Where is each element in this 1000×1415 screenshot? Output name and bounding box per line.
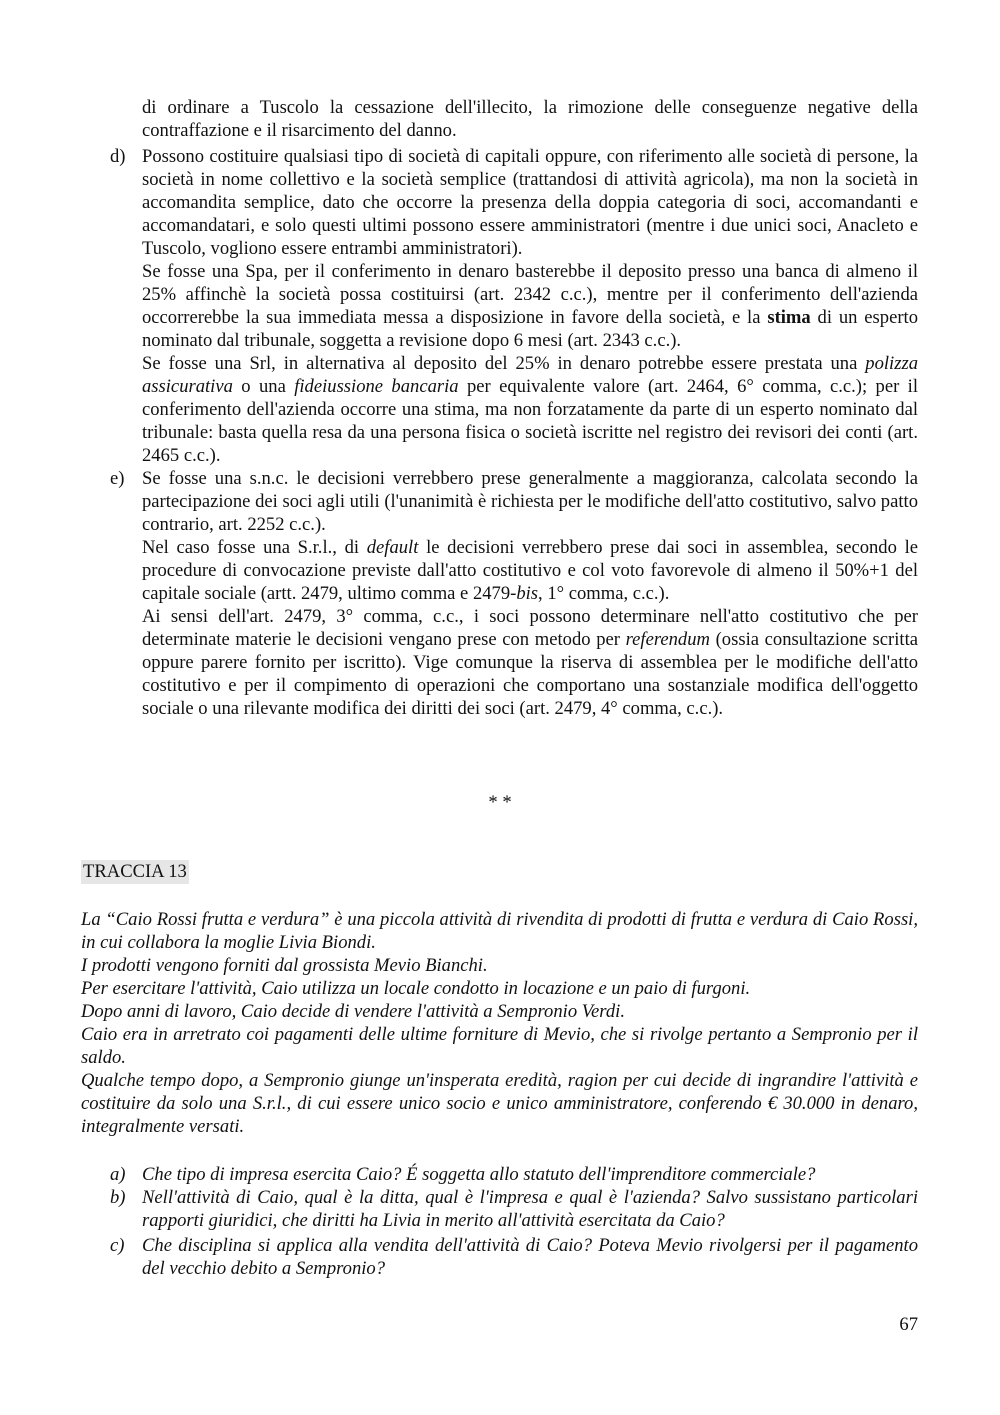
case-sentence-5: Caio era in arretrato coi pagamenti delle ultime forniture di Mevio, che si rivolge pertanto a Sempronio per il saldo. — [81, 1024, 918, 1068]
answer-e-paragraph-2: Nel caso fosse una S.r.l., di default le decisioni verrebbero prese dai soci in assemblea, secondo le procedure di convocazione previste dall'atto costitutivo e col voto favorevole di almeno il 50%+1 del capitale sociale (artt. 2479, ultimo comma e 2479-bis, 1° comma, c.c.). — [142, 537, 918, 604]
case-sentence-1: La “Caio Rossi frutta e verdura” è una piccola attività di rivendita di prodotti di frutta e verdura di Caio Rossi, in cui collabora la moglie Livia Biondi. — [81, 909, 918, 953]
answer-d-paragraph-2: Se fosse una Spa, per il conferimento in denaro basterebbe il deposito presso una banca di almeno il 25% affinchè la società possa costituirsi (art. 2342 c.c.), mentre per il conferimento dell'azienda occorrerebbe la sua immediata messa a disposizione in favore della società, e la stima di un esperto nominato dal tribunale, soggetta a revisione dopo 6 mesi (art. 2343 c.c.). — [142, 261, 918, 351]
case-sentence-4: Dopo anni di lavoro, Caio decide di vendere l'attività a Sempronio Verdi. — [81, 1001, 625, 1022]
case-sentence-3: Per esercitare l'attività, Caio utilizza un locale condotto in locazione e un paio di furgoni. — [81, 978, 751, 999]
question-b-label: b) — [110, 1187, 126, 1208]
case-description — [81, 908, 918, 1138]
section-separator: * * — [488, 792, 512, 813]
answer-d-body — [142, 145, 918, 467]
case-sentence-6: Qualche tempo dopo, a Sempronio giunge un'insperata eredità, ragion per cui decide di ingrandire l'attività e costituire da solo una S.r.l., di cui essere unico socio e unico amministratore, conferendo € 30.000 in denaro, integralmente versati. — [81, 1070, 918, 1137]
page-number: 67 — [899, 1314, 918, 1335]
question-b-text: Nell'attività di Caio, qual è la ditta, qual è l'impresa e qual è l'azienda? Salvo sussistano particolari rapporti giuridici, che diritti ha Livia in merito all'attività esercitata da Caio? — [142, 1187, 918, 1231]
question-c-text: Che disciplina si applica alla vendita dell'attività di Caio? Poteva Mevio rivolgersi per il pagamento del vecchio debito a Sempronio? — [142, 1235, 918, 1279]
answer-d-label: d) — [110, 146, 126, 167]
continuation-paragraph: di ordinare a Tuscolo la cessazione dell'illecito, la rimozione delle conseguenze negative della contraffazione e il risarcimento del danno. — [142, 97, 918, 141]
question-a-label: a) — [110, 1164, 126, 1185]
answer-d-paragraph-1: Possono costituire qualsiasi tipo di società di capitali oppure, con riferimento alle società di persone, la società in nome collettivo e la società semplice (trattandosi di attività agricola), ma non la società in accomandita semplice, dato che occorre la presenza della doppia categoria di soci, accomandanti e accomandatari, e solo questi ultimi possono essere amministratori (mentre i due unici soci, Anacleto e Tuscolo, vogliono essere entrambi amministratori). — [142, 146, 918, 259]
answer-e-label: e) — [110, 468, 125, 489]
section-heading: TRACCIA 13 — [83, 861, 187, 882]
question-a-text: Che tipo di impresa esercita Caio? É soggetta allo statuto dell'imprenditore commerciale? — [142, 1164, 816, 1185]
question-c-label: c) — [110, 1235, 125, 1256]
case-sentence-2: I prodotti vengono forniti dal grossista Mevio Bianchi. — [81, 955, 488, 976]
answer-e-body — [142, 467, 918, 720]
answer-d-paragraph-3: Se fosse una Srl, in alternativa al deposito del 25% in denaro potrebbe essere prestata una polizza assicurativa o una fideiussione bancaria per equivalente valore (art. 2464, 6° comma, c.c.); per il conferimento dell'azienda occorre una stima, ma non forzatamente da parte di un esperto nominato dal tribunale: basta quella resa da una persona fisica o società iscritte nel registro dei revisori dei conti (art. 2465 c.c.). — [142, 353, 918, 466]
answer-e-paragraph-1: Se fosse una s.n.c. le decisioni verrebbero prese generalmente a maggioranza, calcolata secondo la partecipazione dei soci agli utili (l'unanimità è richiesta per le modifiche dell'atto costitutivo, salvo patto contrario, art. 2252 c.c.). — [142, 468, 918, 535]
answer-e-paragraph-3: Ai sensi dell'art. 2479, 3° comma, c.c., i soci possono determinare nell'atto costitutivo che per determinate materie le decisioni vengano prese con metodo per referendum (ossia consultazione scritta oppure parere fornito per iscritto). Vige comunque la riserva di assemblea per le modifiche dell'atto costitutivo e per il compimento di operazioni che comportano una sostanziale modifica dell'oggetto sociale o una rilevante modifica dei diritti dei soci (art. 2479, 4° comma, c.c.). — [142, 606, 918, 719]
